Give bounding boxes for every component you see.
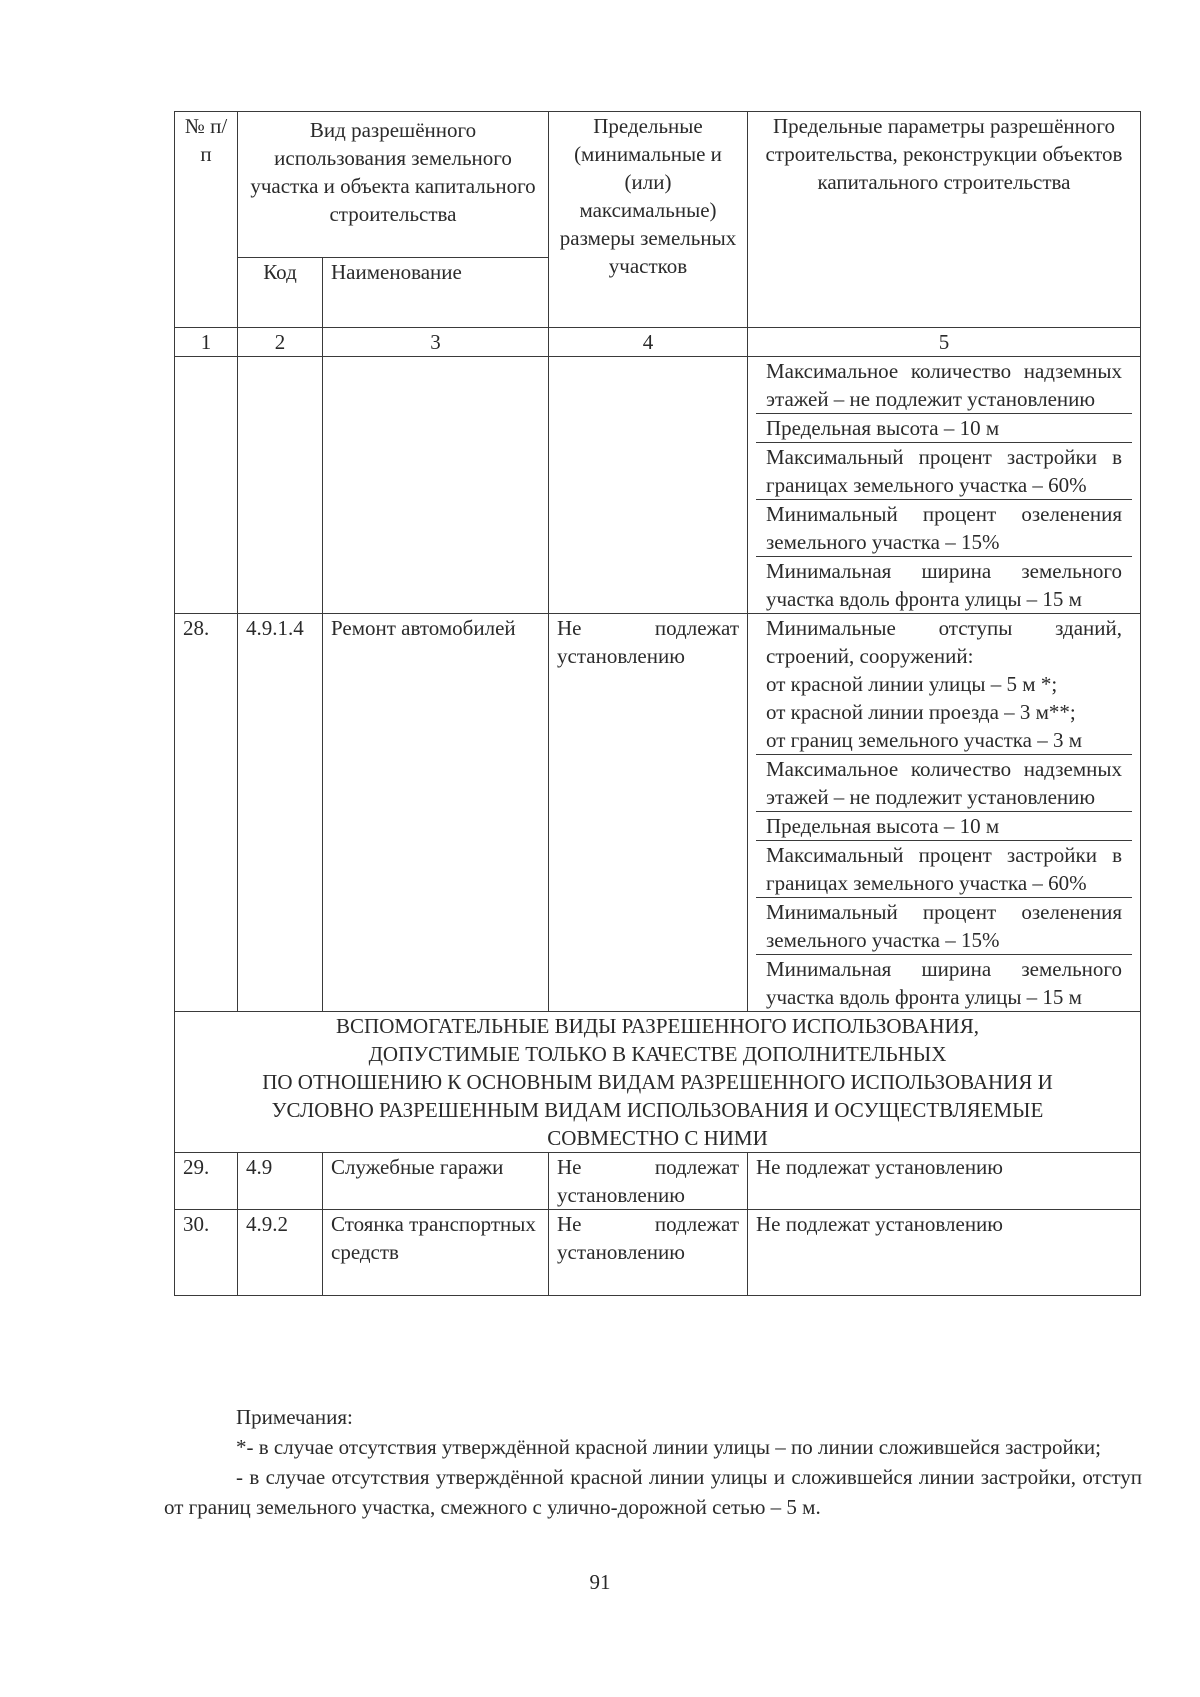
- row-sizes: Не подлежат установлению: [549, 614, 748, 1012]
- param-min-width: Минимальная ширина земельного участка вдоль фронта улицы – 15 м: [766, 559, 1122, 611]
- row-code: 4.9.2: [238, 1210, 323, 1296]
- params-cell: [748, 614, 1141, 1012]
- param-height: Предельная высота – 10 м: [756, 414, 1132, 443]
- header-plot-sizes: Предельные (минимальные и (или) максимальные) размеры земельных участков: [549, 112, 748, 328]
- row-sizes: Не подлежат установлению: [549, 1210, 748, 1296]
- table-row-28: [175, 614, 1141, 1012]
- notes-title: Примечания:: [236, 1405, 353, 1429]
- params-cell: [748, 357, 1141, 614]
- land-use-table: [174, 111, 1141, 1296]
- param-build-percent: Максимальный процент застройки в границах земельного участка – 60%: [756, 443, 1132, 500]
- param-floors: Максимальное количество надземных этажей – не подлежит установлению: [756, 755, 1132, 812]
- row-name: Стоянка транспортных средств: [323, 1210, 549, 1296]
- param-floors: Максимальное количество надземных этажей – не подлежит установлению: [756, 357, 1132, 414]
- table-header-row: [175, 112, 1141, 258]
- table-row-30: [175, 1210, 1141, 1296]
- row-num: 29.: [175, 1153, 238, 1210]
- header-code: Код: [238, 258, 323, 328]
- col-number: 4: [549, 328, 748, 357]
- row-code: 4.9.1.4: [238, 614, 323, 1012]
- page-number: 91: [589, 1570, 611, 1594]
- row-params: Не подлежат установлению: [748, 1153, 1141, 1210]
- col-number: 1: [175, 328, 238, 357]
- row-num: 30.: [175, 1210, 238, 1296]
- notes-block: [164, 1402, 1142, 1522]
- param-green-percent: Минимальный процент озеленения земельного участка – 15%: [756, 898, 1132, 955]
- param-build-percent: Максимальный процент застройки в границах земельного участка – 60%: [756, 841, 1132, 898]
- table-row-29: [175, 1153, 1141, 1210]
- col-number: 3: [323, 328, 549, 357]
- col-number: 5: [748, 328, 1141, 357]
- row-code: 4.9: [238, 1153, 323, 1210]
- section-heading: ВСПОМОГАТЕЛЬНЫЕ ВИДЫ РАЗРЕШЕННОГО ИСПОЛЬЗОВАНИЯ, ДОПУСТИМЫЕ ТОЛЬКО В КАЧЕСТВЕ ДОПОЛНИТЕЛЬНЫХ ПО ОТНОШЕНИЮ К ОСНОВНЫМ ВИДАМ РАЗРЕШЕННОГО ИСПОЛЬЗОВАНИЯ И УСЛОВНО РАЗРЕШЕННЫМ ВИДАМ ИСПОЛЬЗОВАНИЯ И ОСУЩЕСТВЛЯЕМЫЕ СОВМЕСТНО С НИМИ: [175, 1012, 1141, 1153]
- row-sizes: Не подлежат установлению: [549, 1153, 748, 1210]
- note-2: - в случае отсутствия утверждённой красной линии улицы и сложившейся линии застройки, отступ от границ земельного участка, смежного с улично-дорожной сетью – 5 м.: [164, 1465, 1142, 1519]
- header-build-params: Предельные параметры разрешённого строительства, реконструкции объектов капитального строительства: [748, 112, 1141, 328]
- param-min-width: Минимальная ширина земельного участка вдоль фронта улицы – 15 м: [766, 957, 1122, 1009]
- row-num: 28.: [175, 614, 238, 1012]
- header-use-type: Вид разрешённого использования земельного участка и объекта капитального строительства: [238, 112, 549, 258]
- column-numbers-row: [175, 328, 1141, 357]
- section-heading-row: [175, 1012, 1141, 1153]
- param-green-percent: Минимальный процент озеленения земельного участка – 15%: [756, 500, 1132, 557]
- col-number: 2: [238, 328, 323, 357]
- table-row-continuation: [175, 357, 1141, 614]
- row-name: Служебные гаражи: [323, 1153, 549, 1210]
- param-height: Предельная высота – 10 м: [756, 812, 1132, 841]
- header-num: № п/п: [175, 112, 238, 328]
- row-name: Ремонт автомобилей: [323, 614, 549, 1012]
- row-params: Не подлежат установлению: [748, 1210, 1141, 1296]
- note-1: *- в случае отсутствия утверждённой красной линии улицы – по линии сложившейся застройки;: [236, 1435, 1101, 1459]
- header-name: Наименование: [323, 258, 549, 328]
- param-setbacks: Минимальные отступы зданий, строений, сооружений: от красной линии улицы – 5 м *; от красной линии проезда – 3 м**; от границ земельного участка – 3 м: [756, 614, 1132, 755]
